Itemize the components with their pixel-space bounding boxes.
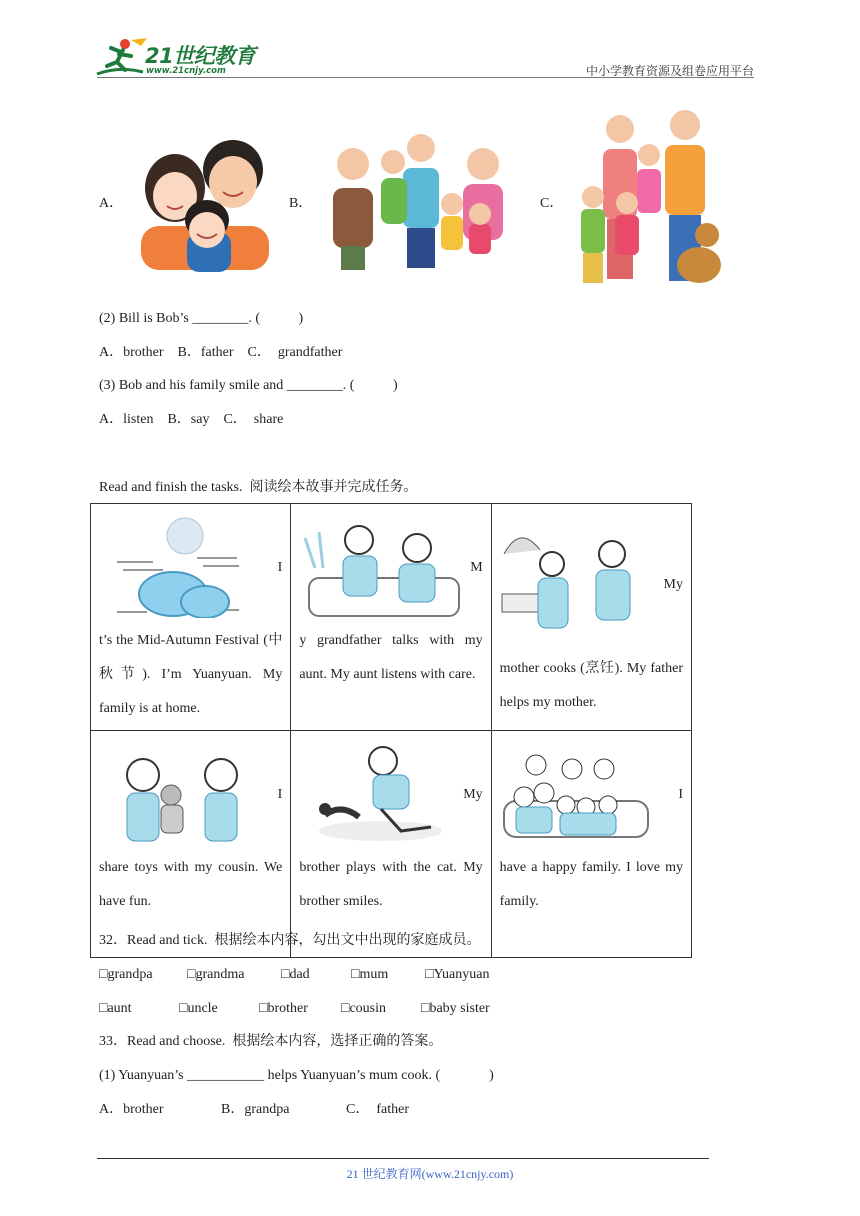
footer-link[interactable]: 21 世纪教育网(www.21cnjy.com) <box>346 1167 514 1181</box>
story-cell-2 <box>291 504 491 731</box>
q3-options: A．listen B．say C． share <box>99 412 284 427</box>
option-b-label: B． <box>289 196 313 211</box>
footer-divider <box>97 1158 709 1159</box>
brother-and-cat-picture <box>311 743 441 843</box>
reading-instructions: Read and finish the tasks. 阅读绘本故事并完成任务。 <box>99 480 418 495</box>
happy-family-picture <box>500 751 650 847</box>
logo-url: www.21cnjy.com <box>146 66 226 76</box>
story-cell-5 <box>291 731 491 958</box>
q32-option-aunt[interactable]: □aunt <box>99 1001 132 1016</box>
story-4-initial: I <box>277 787 283 802</box>
story-cell-6 <box>491 731 691 958</box>
q32-option-yuanyuan[interactable]: □Yuanyuan <box>425 967 490 982</box>
q32-option-uncle[interactable]: □uncle <box>179 1001 218 1016</box>
q32-title: 32．Read and tick. 根据绘本内容，勾出文中出现的家庭成员。 <box>99 933 481 948</box>
option-a-label: A． <box>99 196 124 211</box>
story-cell-4 <box>91 731 291 958</box>
q33-stem: (1) Yuanyuan’s ___________ helps Yuanyuan’s mum cook. ( ) <box>99 1068 494 1083</box>
q33-option-b[interactable]: B．grandpa <box>221 1102 290 1117</box>
story-cell-1 <box>91 504 291 731</box>
q2-stem: (2) Bill is Bob’s ________. ( ) <box>99 311 304 326</box>
family-of-three-picture <box>135 122 275 274</box>
story-3-text: mother cooks (烹饪). My father helps my mother. <box>499 661 683 710</box>
q32-option-grandma[interactable]: □grandma <box>187 967 245 982</box>
big-family-picture <box>323 128 519 274</box>
story-5-text: brother plays with the cat. My brother smiles. <box>299 860 483 909</box>
q33-title: 33．Read and choose. 根据绘本内容，选择正确的答案。 <box>99 1034 443 1049</box>
story-5-initial: My <box>463 787 483 802</box>
story-4-text: share toys with my cousin. We have fun. <box>99 860 283 909</box>
q32-option-brother[interactable]: □brother <box>259 1001 308 1016</box>
q2-options: A．brother B．father C． grandfather <box>99 345 343 360</box>
q3-stem: (3) Bob and his family smile and ________. ( ) <box>99 378 398 393</box>
mother-and-father-cooking-picture <box>500 524 650 640</box>
logo-text: 21世纪教育 <box>145 44 256 68</box>
story-2-initial: M <box>470 560 483 575</box>
option-c-label: C． <box>540 196 564 211</box>
mooncake-picture <box>113 514 243 618</box>
q32-option-mum[interactable]: □mum <box>351 967 389 982</box>
story-table <box>90 503 692 958</box>
story-6-initial: I <box>678 787 683 802</box>
story-1-initial: I <box>277 560 283 575</box>
q32-option-cousin[interactable]: □cousin <box>341 1001 387 1016</box>
story-1-text: t’s the Mid-Autumn Festival (中秋节). I’m Yuanyuan. My family is at home. <box>99 633 283 716</box>
q32-option-dad[interactable]: □dad <box>281 967 310 982</box>
story-cell-3 <box>491 504 691 731</box>
header-platform-label: 中小学教育资源及组卷应用平台 <box>585 64 754 78</box>
story-3-initial: My <box>663 577 683 592</box>
story-6-text: have a happy family. I love my family. <box>499 860 683 909</box>
q33-option-a[interactable]: A．brother <box>99 1102 164 1117</box>
q32-option-baby-sister[interactable]: □baby sister <box>421 1001 490 1016</box>
family-with-dog-picture <box>575 105 725 291</box>
sharing-toys-picture <box>113 751 253 847</box>
q33-option-c[interactable]: C． father <box>346 1102 409 1117</box>
story-2-text: y grandfather talks with my aunt. My aunt listens with care. <box>299 633 483 682</box>
q32-option-grandpa[interactable]: □grandpa <box>99 967 153 982</box>
grandfather-and-aunt-picture <box>299 518 465 618</box>
header-divider <box>97 77 754 78</box>
